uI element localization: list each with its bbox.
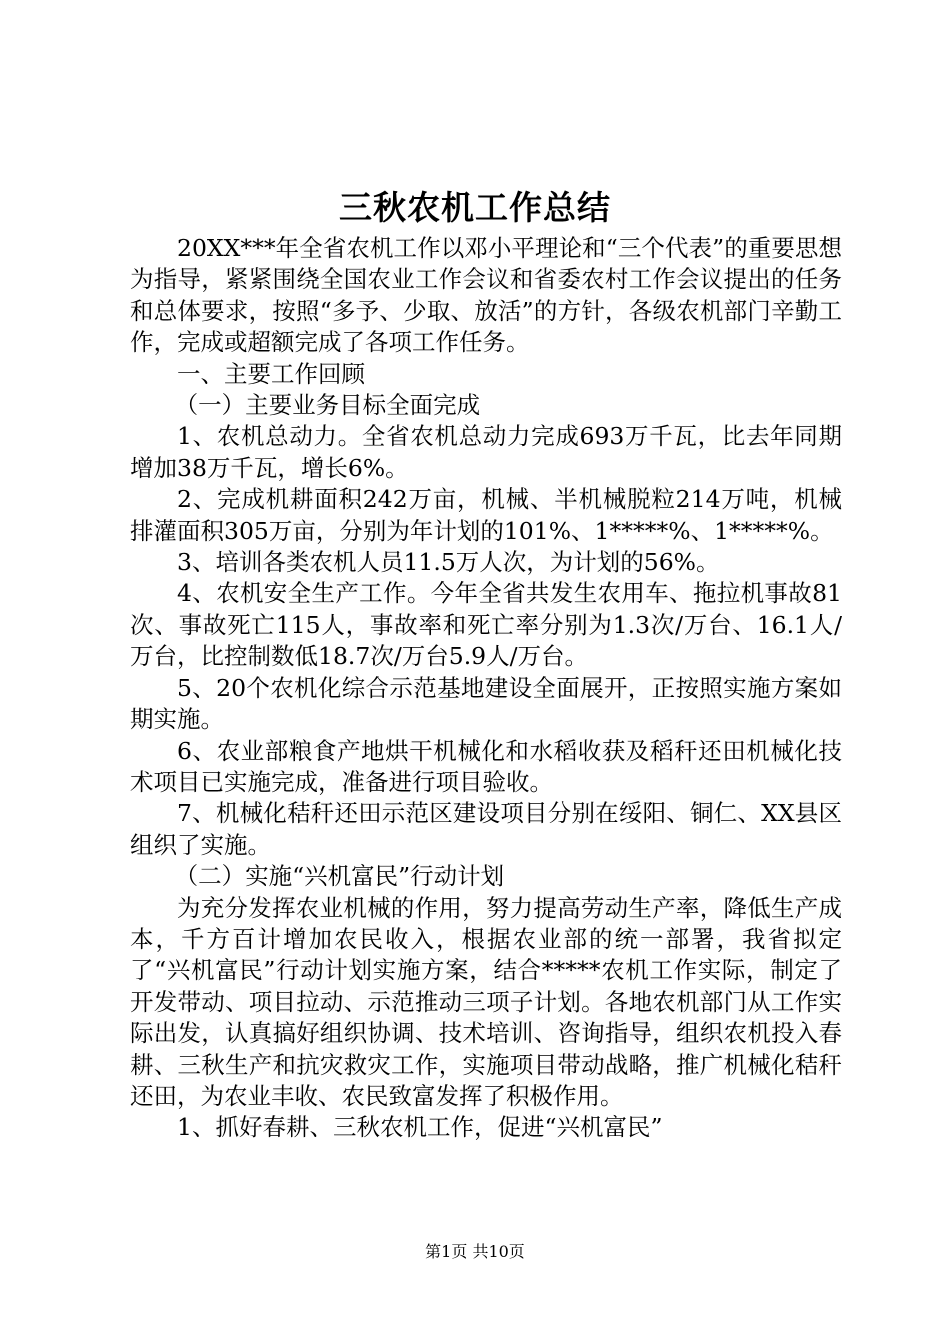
paragraph-item-4: 4、农机安全生产工作。今年全省共发生农用车、拖拉机事故81次、事故死亡115人，事故率和死亡率分别为1.3次/万台、16.1人/万台，比控制数低18.7次/万台5.9人/万台。 [130,579,842,671]
paragraph-item-3: 3、培训各类农机人员11.5万人次，为计划的56%。 [177,548,720,577]
paragraph-item-5: 5、20个农机化综合示范基地建设全面展开，正按照实施方案如期实施。 [130,673,842,734]
document-title: 三秋农机工作总结 [339,188,611,227]
heading-business-goals: （一）主要业务目标全面完成 [174,391,481,420]
paragraph-item-7: 7、机械化秸秆还田示范区建设项目分别在绥阳、铜仁、XX县区组织了实施。 [130,799,842,859]
heading-action-plan: （二）实施“兴机富民”行动计划 [174,862,505,891]
paragraph-intro: 20XX***年全省农机工作以邓小平理论和“三个代表”的重要思想为指导，紧紧围绕全国农业工作会议和省委农村工作会议提出的任务和总体要求，按照“多予、少取、放活”的方针，各级农机部门辛勤工作，完成或超额完成了各项工作任务。 [130,234,842,357]
heading-main-review: 一、主要工作回顾 [177,359,365,388]
document-body [130,233,842,1144]
paragraph-action-plan: 为充分发挥农业机械的作用，努力提高劳动生产率，降低生产成本，千方百计增加农民收入，根据农业部的统一部署，我省拟定了“兴机富民”行动计划实施方案，结合*****农机工作实际，制定了开发带动、项目拉动、示范推动三项子计划。各地农机部门从工作实际出发，认真搞好组织协调、技术培训、咨询指导，组织农机投入春耕、三秋生产和抗灾救灾工作，实施项目带动战略，推广机械化秸秆还田，为农业丰收、农民致富发挥了积极作用。 [130,893,842,1110]
paragraph-item-1: 1、农机总动力。全省农机总动力完成693万千瓦，比去年同期增加38万千瓦，增长6%。 [130,422,842,482]
paragraph-item-2: 2、完成机耕面积242万亩，机械、半机械脱粒214万吨，机械排灌面积305万亩，分别为年计划的101%、1*****%、1*****%。 [130,485,842,545]
page-footer: 第1页 共10页 [425,1242,525,1261]
paragraph-item-6: 6、农业部粮食产地烘干机械化和水稻收获及稻秆还田机械化技术项目已实施完成，准备进行项目验收。 [130,736,842,796]
paragraph-subitem-1: 1、抓好春耕、三秋农机工作，促进“兴机富民” [177,1113,663,1142]
